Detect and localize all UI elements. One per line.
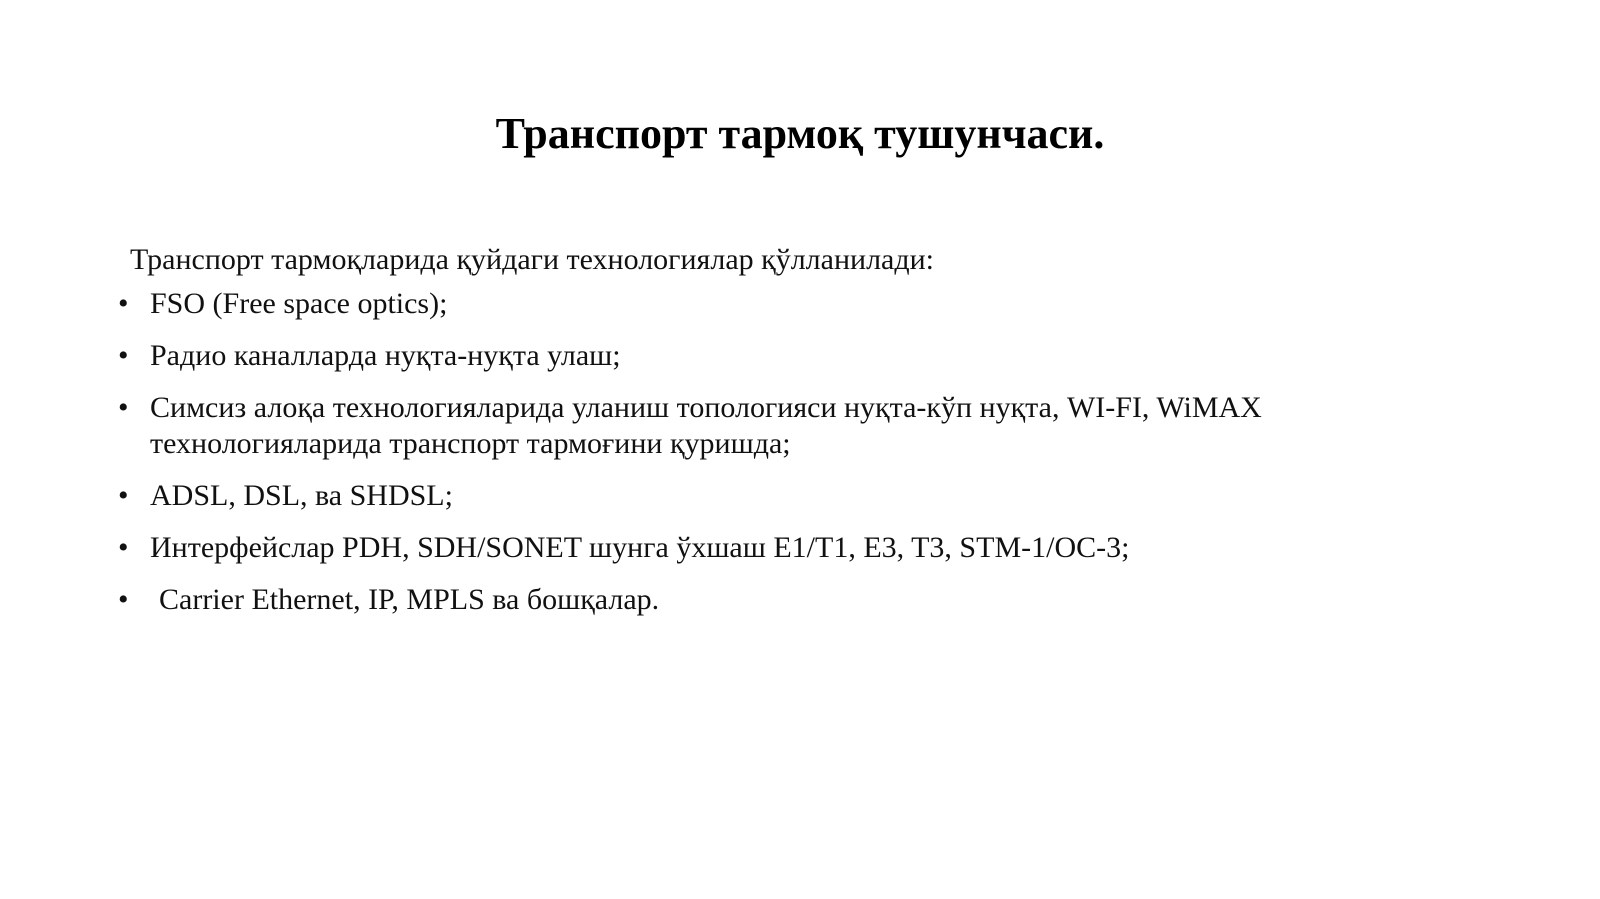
bullet-text: Радио каналларда нуқта-нуқта улаш; xyxy=(150,339,621,372)
list-item xyxy=(118,338,1418,374)
list-item xyxy=(118,582,1418,618)
intro-text: Транспорт тармоқларида қуйдаги технологиялар қўлланилади: xyxy=(130,243,935,276)
bullet-text: Симсиз алоқа технологияларида уланиш топологияси нуқта-кўп нуқта, WI-FI, WiMAX технологияларида транспорт тармоғини қуришда; xyxy=(150,391,1262,460)
bullet-icon: • xyxy=(118,531,129,564)
bullet-icon: • xyxy=(118,583,129,616)
list-item xyxy=(118,390,1418,462)
bullet-text: Интерфейслар PDH, SDH/SONET шунга ўхшаш E1/T1, E3, T3, STM-1/OC-3; xyxy=(150,531,1130,564)
slide-title: Транспорт тармоқ тушунчаси. xyxy=(495,109,1105,158)
bullet-icon: • xyxy=(118,391,129,424)
bullet-icon: • xyxy=(118,287,129,320)
bullet-icon: • xyxy=(118,479,129,512)
list-item xyxy=(118,530,1418,566)
slide-content xyxy=(118,240,1418,634)
bullet-list xyxy=(118,286,1418,618)
list-item xyxy=(118,286,1418,322)
list-item xyxy=(118,478,1418,514)
bullet-icon: • xyxy=(118,339,129,372)
bullet-text: FSO (Free space optics); xyxy=(150,287,448,320)
bullet-text: ADSL, DSL, ва SHDSL; xyxy=(150,479,453,512)
bullet-text: Carrier Ethernet, IP, MPLS ва бошқалар. xyxy=(159,583,660,616)
